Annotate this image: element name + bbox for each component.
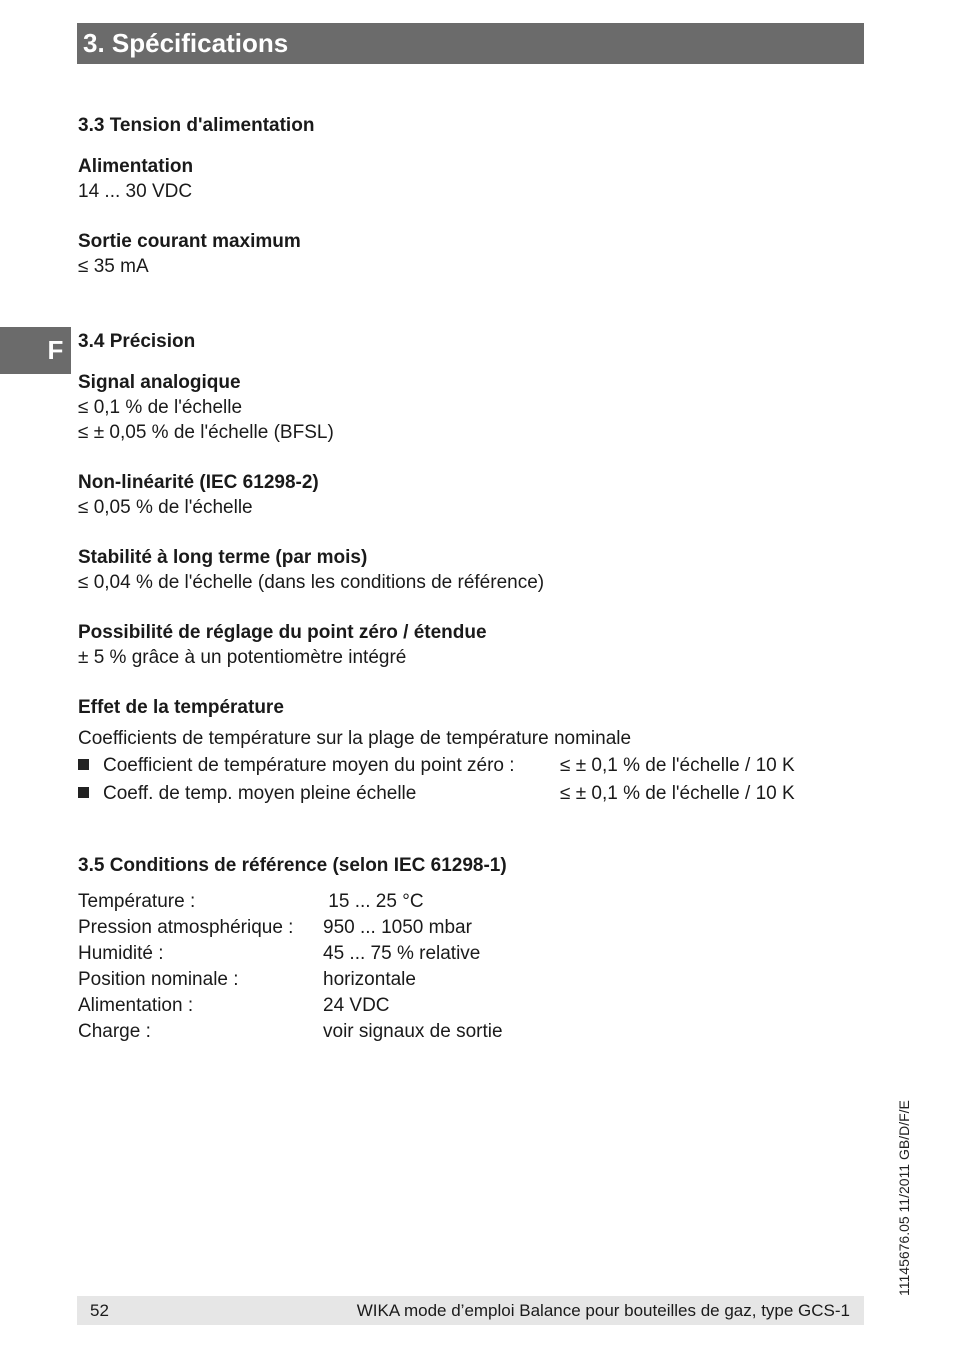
spec-label-reglage: Possibilité de réglage du point zéro / étendue bbox=[78, 622, 487, 643]
list-item-value: ≤ ± 0,1 % de l'échelle / 10 K bbox=[560, 783, 795, 804]
row-label: Charge : bbox=[78, 1021, 151, 1042]
row-label: Humidité : bbox=[78, 943, 164, 964]
document-code: 11145676.05 11/2011 GB/D/F/E bbox=[896, 1100, 912, 1296]
spec-value-signal-1: ≤ 0,1 % de l'échelle bbox=[78, 397, 243, 418]
list-item bbox=[78, 781, 868, 806]
footer bbox=[77, 1296, 864, 1325]
row-value: voir signaux de sortie bbox=[323, 1021, 503, 1042]
list-item-value: ≤ ± 0,1 % de l'échelle / 10 K bbox=[560, 755, 795, 776]
spec-value-stabilite: ≤ 0,04 % de l'échelle (dans les conditions de référence) bbox=[78, 572, 545, 593]
spec-value-reglage: ± 5 % grâce à un potentiomètre intégré bbox=[78, 647, 407, 668]
spec-label-signal: Signal analogique bbox=[78, 372, 241, 393]
section-heading-3-4: 3.4 Précision bbox=[78, 331, 196, 352]
row-value: 950 ... 1050 mbar bbox=[323, 917, 472, 938]
spec-value-sortie: ≤ 35 mA bbox=[78, 256, 149, 277]
language-tab: F bbox=[0, 327, 71, 374]
section-heading-3-3: 3.3 Tension d'alimentation bbox=[78, 115, 315, 136]
table-row bbox=[78, 1019, 678, 1044]
page-title: 3. Spécifications bbox=[77, 23, 864, 64]
row-value: 15 ... 25 °C bbox=[323, 891, 424, 912]
square-bullet-icon bbox=[78, 787, 89, 798]
spec-temperature-intro: Coefficients de température sur la plage de température nominale bbox=[78, 728, 632, 749]
spec-label-temperature: Effet de la température bbox=[78, 697, 284, 718]
row-label: Température : bbox=[78, 891, 196, 912]
row-label: Pression atmosphérique : bbox=[78, 917, 294, 938]
list-item-name: Coefficient de température moyen du point zéro : bbox=[103, 755, 515, 776]
spec-label-stabilite: Stabilité à long terme (par mois) bbox=[78, 547, 368, 568]
spec-value-alimentation: 14 ... 30 VDC bbox=[78, 181, 193, 202]
table-row bbox=[78, 967, 678, 992]
row-value: horizontale bbox=[323, 969, 416, 990]
table-row bbox=[78, 993, 678, 1018]
spec-label-sortie: Sortie courant maximum bbox=[78, 231, 301, 252]
list-item-name: Coeff. de temp. moyen pleine échelle bbox=[103, 783, 417, 804]
page-number: 52 bbox=[90, 1301, 109, 1320]
table-row bbox=[78, 889, 678, 914]
table-row bbox=[78, 941, 678, 966]
list-item bbox=[78, 753, 868, 778]
row-label: Alimentation : bbox=[78, 995, 194, 1016]
row-value: 45 ... 75 % relative bbox=[323, 943, 481, 964]
row-label: Position nominale : bbox=[78, 969, 239, 990]
spec-value-nonlin: ≤ 0,05 % de l'échelle bbox=[78, 497, 253, 518]
row-value: 24 VDC bbox=[323, 995, 390, 1016]
spec-value-signal-2: ≤ ± 0,05 % de l'échelle (BFSL) bbox=[78, 422, 334, 443]
spec-label-alimentation: Alimentation bbox=[78, 156, 194, 177]
spec-label-nonlin: Non-linéarité (IEC 61298-2) bbox=[78, 472, 319, 493]
square-bullet-icon bbox=[78, 759, 89, 770]
section-heading-3-5: 3.5 Conditions de référence (selon IEC 61298-1) bbox=[78, 855, 507, 876]
table-row bbox=[78, 915, 678, 940]
footer-title: WIKA mode d’emploi Balance pour bouteilles de gaz, type GCS-1 bbox=[356, 1301, 850, 1320]
